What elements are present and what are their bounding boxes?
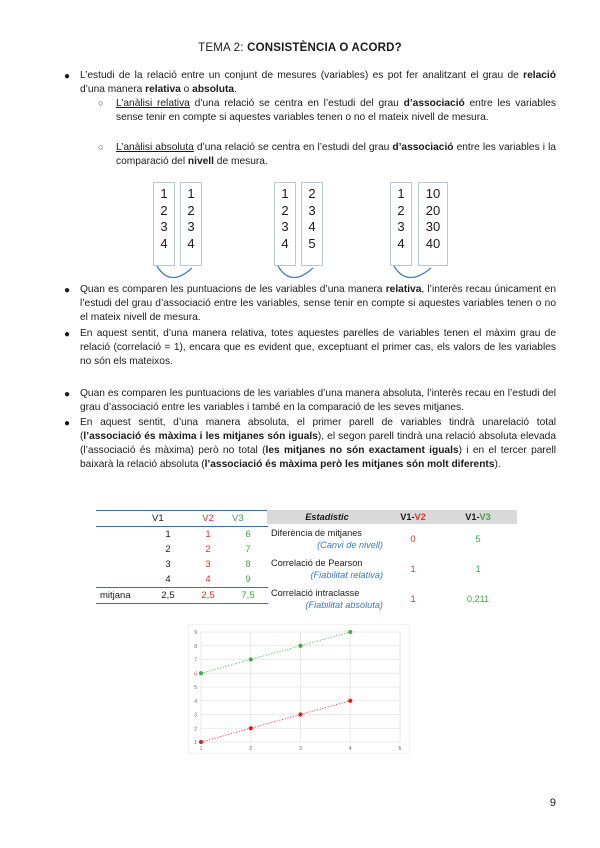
pair2-var-b: [301, 182, 323, 266]
stat-value-v1-v3: 1: [475, 564, 481, 574]
y-tick-label: 4: [194, 698, 197, 705]
value: 2: [397, 202, 405, 218]
cell-v2: 3: [205, 559, 211, 570]
data-point-v3: [348, 630, 352, 634]
pair3-var-b: [418, 182, 448, 266]
value: 3: [160, 219, 168, 234]
value: 1: [281, 186, 289, 201]
data-point-v3: [199, 671, 203, 675]
cell-v2: 1: [205, 529, 211, 540]
stat-sublabel: (Canvi de nivell): [317, 540, 383, 550]
value: 40: [425, 235, 441, 251]
bullet-dot: ●: [64, 71, 71, 82]
cell-v3: 7: [245, 544, 251, 555]
mean-label: mitjana: [100, 590, 131, 601]
table-header-row: [96, 511, 268, 527]
text: o: [180, 84, 193, 95]
text: .: [234, 84, 237, 95]
y-tick-label: 6: [194, 671, 197, 678]
bullet-dot: ●: [64, 285, 71, 296]
table-row: [96, 527, 268, 543]
cell-empty: [96, 542, 148, 557]
text: ) i en el tercer parell baixarà la relació absoluta (: [80, 445, 557, 470]
mean-v2: 2,5: [201, 590, 215, 601]
text: En aquest sentit, d’una manera absoluta, el primer parell de variables tindrà unarelació total (: [80, 417, 556, 442]
arc-pair1: [157, 266, 192, 278]
data-point-v2: [298, 712, 302, 716]
stat-sublabel: (Fiabilitat relativa): [310, 570, 383, 580]
bold-text: d’associació: [403, 98, 465, 109]
text: entre les variables sense tenir en compte si aquestes variables tenen o no el mateix nivell de mesura.: [116, 98, 556, 123]
bullet-dot: ●: [64, 418, 71, 429]
value: 4: [281, 235, 289, 251]
header-statistic: Estadístic: [305, 512, 349, 522]
page-number: 9: [549, 797, 556, 809]
y-tick-label: 8: [194, 643, 197, 650]
stat-value-v1-v3: 0,211: [466, 594, 490, 604]
title-prefix: TEMA 2:: [198, 42, 248, 54]
y-tick-label: 3: [194, 712, 197, 719]
header-v1-v3: [439, 510, 517, 524]
header-v1-v2: [387, 510, 439, 524]
x-tick-label: 2: [249, 746, 253, 752]
y-tick-label: 2: [194, 726, 197, 733]
mean-v3: 7,5: [241, 590, 255, 601]
header-part: V3: [479, 512, 491, 522]
cell-v1: 4: [165, 574, 171, 585]
data-point-v3: [298, 644, 302, 648]
stat-sublabel: (Fiabilitat absoluta): [305, 600, 383, 610]
bullet-dot: ●: [64, 329, 71, 340]
text: d’una manera: [80, 84, 146, 95]
text: de mesura.: [213, 156, 268, 167]
value: 4: [308, 219, 316, 234]
stats-header-row: [267, 510, 517, 524]
stat-value-v1-v3: 5: [475, 534, 481, 544]
stat-value-v1-v2: 0: [410, 534, 416, 544]
y-tick-label: 5: [194, 685, 197, 691]
y-tick-label: 7: [194, 657, 197, 664]
value: 3: [281, 219, 289, 234]
stats-row: [267, 584, 517, 614]
value: 1: [397, 186, 405, 201]
sub-bullet-circle: ○: [98, 98, 104, 108]
text: entre les variables i la comparació del: [116, 142, 556, 167]
stat-name: [267, 524, 387, 554]
text: L’estudi de la relació entre un conjunt de mesures (variables) es pot fer analitzant el grau de: [80, 70, 524, 81]
cell-v3: 8: [245, 559, 251, 570]
subparagraph-relative: [116, 97, 556, 125]
value: 30: [425, 219, 441, 234]
cell-v3: 9: [245, 574, 251, 585]
bold-text: l’associació és màxima però les mitjanes són molt diferents: [204, 459, 495, 470]
header-empty: [96, 511, 148, 527]
stat-label: Correlació intraclasse: [271, 588, 360, 598]
bold-text: relativa: [145, 84, 181, 95]
table-mean-row: [96, 588, 268, 604]
arc-pair2: [278, 266, 313, 278]
header-part: V1-: [465, 512, 480, 522]
header-v1: V1: [152, 513, 164, 524]
pair3-var-a: [390, 182, 412, 266]
stat-value-v1-v2: 1: [410, 564, 416, 574]
paragraph-relative-comparison: [80, 283, 556, 325]
bold-text: absoluta: [192, 84, 235, 95]
table-row: [96, 557, 268, 572]
text: d’una relació se centra en l’estudi del grau: [189, 98, 404, 109]
cell-v2: 2: [205, 544, 211, 555]
cell-v1: 2: [165, 544, 171, 555]
table-row: [96, 572, 268, 588]
stat-name: [267, 554, 387, 584]
text: d’una relació se centra en l’estudi del grau: [193, 142, 393, 153]
cell-empty: [96, 572, 148, 588]
bold-text: d’associació: [392, 142, 454, 153]
x-tick-label: 3: [299, 746, 302, 752]
header-part: V1-: [400, 512, 415, 522]
chart-frame: [188, 624, 410, 754]
stat-label: Correlació de Pearson: [271, 558, 363, 568]
values-table: [96, 510, 268, 604]
cell-v3: 6: [245, 529, 251, 540]
value: 2: [160, 202, 168, 218]
cell-empty: [96, 557, 148, 572]
x-tick-label: 4: [348, 746, 352, 752]
underlined-text: L’anàlisi absoluta: [116, 142, 194, 153]
cell-v1: 3: [165, 559, 171, 570]
stats-row: [267, 524, 517, 554]
arc-pair3: [394, 266, 431, 278]
underlined-text: L’anàlisi relativa: [116, 98, 190, 109]
bold-text: relativa: [385, 284, 422, 295]
title-bold: CONSISTÈNCIA O ACORD?: [247, 42, 402, 54]
bold-text: les mitjanes no són exactament iguals: [265, 445, 459, 456]
header-part: V2: [414, 512, 426, 522]
cell-v2: 4: [205, 574, 211, 585]
text: , l’interès recau únicament en l’estudi del grau d’associació entre les variables, sense tenir en compte si aquestes variables tenen o no el mateix nivell de mesura.: [80, 284, 556, 323]
text: ).: [494, 459, 501, 470]
data-point-v2: [199, 740, 203, 744]
bullet-dot: ●: [64, 389, 71, 400]
scatter-chart: [188, 624, 410, 754]
text: Quan es comparen les puntuacions de les variables d’una manera: [80, 284, 386, 295]
data-point-v2: [348, 699, 352, 703]
value: 20: [425, 202, 441, 218]
value: 4: [397, 235, 405, 251]
paragraph-absolute-comparison: Quan es comparen les puntuacions de les variables d’una manera absoluta, l’interès recau en l’estudi del grau d’associació entre les variables i també en la comparació de les seves mitjanes.: [80, 388, 556, 413]
paragraph-relative-meaning: En aquest sentit, d’una manera relativa, totes aquestes parelles de variables tenen el màxim grau de relació (correlació = 1), encara que es evident que, exceptuant el primer cas, els valors de les variables no són els mateixos.: [80, 328, 556, 367]
stat-label: Diferència de mitjanes: [271, 528, 362, 538]
value: 2: [187, 202, 195, 218]
bold-text: nivell: [187, 156, 214, 167]
y-tick-label: 9: [194, 630, 197, 636]
value: 5: [308, 235, 316, 251]
value: 3: [308, 202, 316, 218]
cell-empty: [96, 527, 148, 543]
table-row: [96, 542, 268, 557]
pair1-var-b: [180, 182, 202, 266]
value: 2: [308, 186, 316, 201]
value: 4: [187, 235, 195, 251]
subparagraph-absolute: [116, 141, 556, 169]
pair2-var-a: [274, 182, 296, 266]
data-point-v2: [249, 726, 253, 730]
x-tick-label: 1: [199, 746, 203, 752]
value: 3: [397, 219, 405, 234]
data-point-v3: [249, 657, 253, 661]
value: 1: [187, 186, 195, 201]
header-v2: V2: [202, 513, 214, 524]
paragraph-intro: [80, 69, 556, 97]
header-v3: V3: [232, 513, 244, 524]
stat-value-v1-v2: 1: [410, 594, 416, 604]
stats-row: [267, 554, 517, 584]
value: 1: [160, 186, 168, 201]
value: 3: [187, 219, 195, 234]
value: 10: [425, 186, 441, 201]
sub-bullet-circle: ○: [98, 142, 104, 152]
mean-v1: 2,5: [161, 590, 175, 601]
bold-text: relació: [523, 70, 556, 81]
value: 2: [281, 202, 289, 218]
x-tick-label: 5: [398, 746, 402, 752]
text: ), el segon parell tindrà una relació absoluta elevada (l’associació és màxima) però no total (: [80, 431, 556, 456]
page-title: [0, 42, 600, 54]
stat-name: [267, 584, 387, 614]
paragraph-absolute-meaning: [80, 416, 556, 472]
value: 4: [160, 235, 168, 251]
cell-v1: 1: [165, 529, 171, 540]
statistics-table: [267, 510, 517, 614]
pair1-var-a: [153, 182, 175, 266]
y-tick-label: 1: [194, 740, 197, 746]
bold-text: l’associació és màxima i les mitjanes són iguals: [83, 431, 318, 442]
